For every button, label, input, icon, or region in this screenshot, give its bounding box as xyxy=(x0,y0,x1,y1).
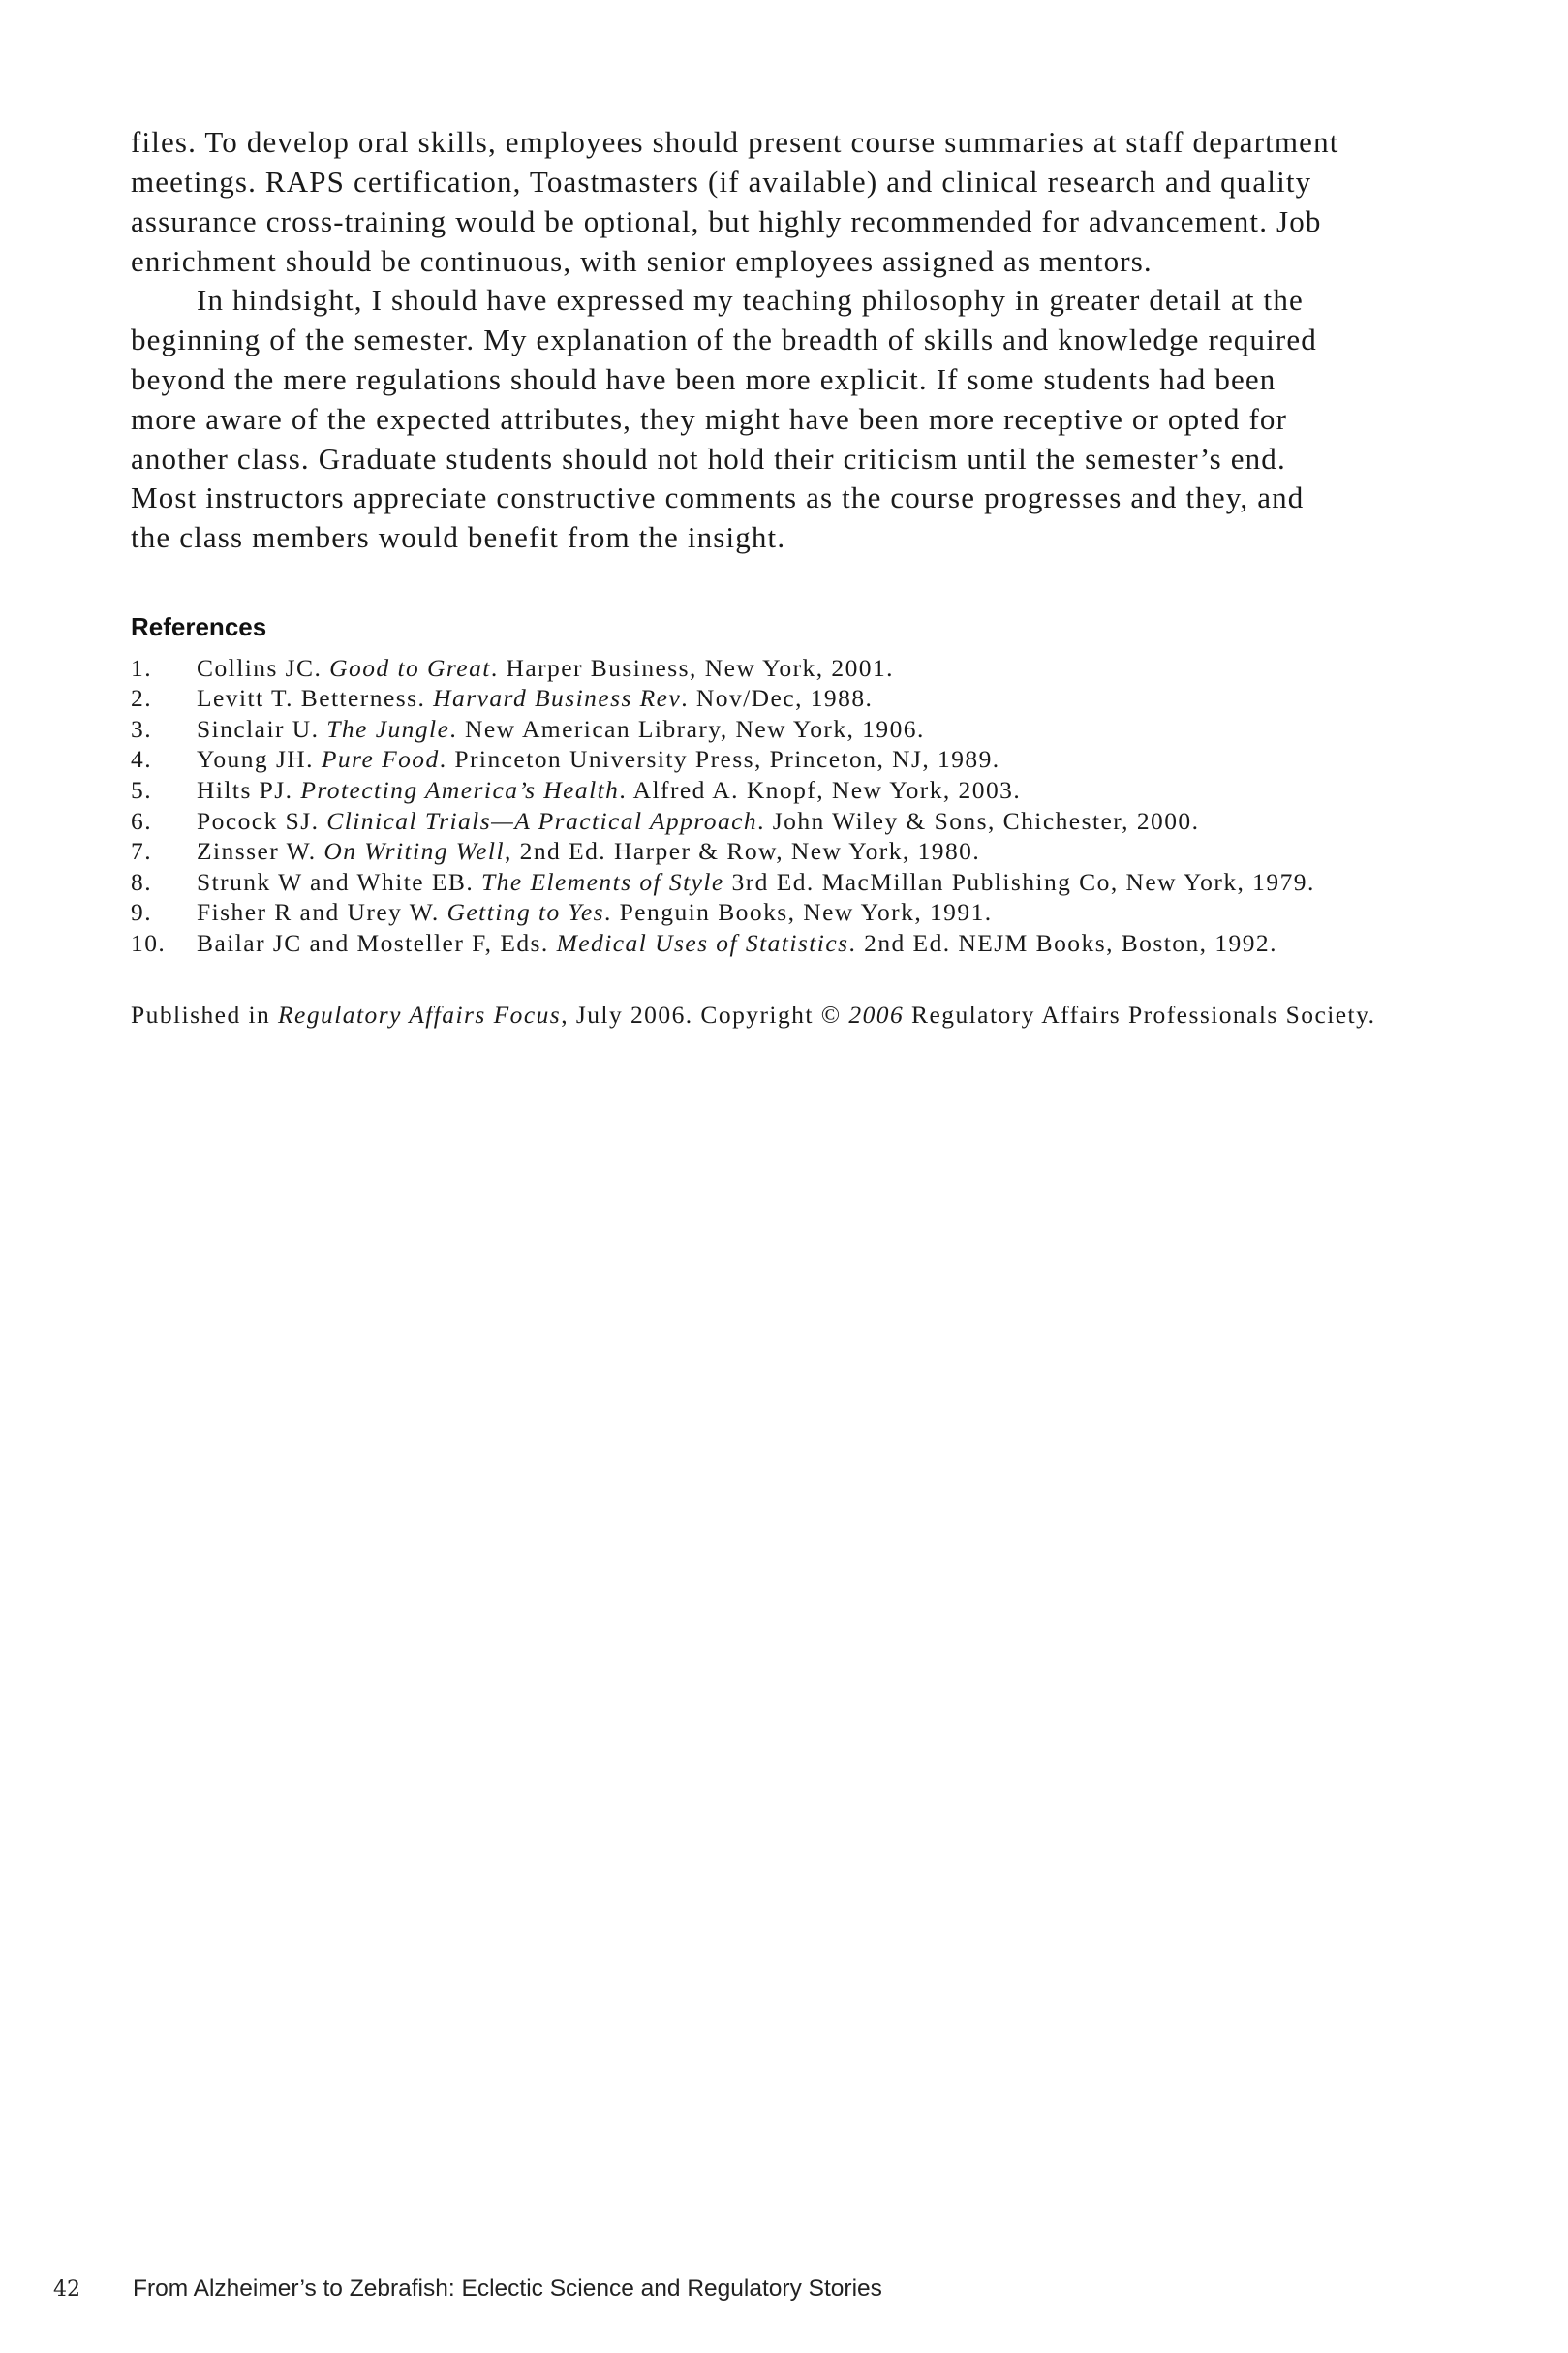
reference-author: Young JH. xyxy=(197,745,322,773)
body-line: assurance cross-training would be optional, but highly recommended for advancement. Job xyxy=(131,204,1322,238)
reference-title: Medical Uses of Statistics xyxy=(556,929,849,957)
reference-author: Levitt T. Betterness. xyxy=(197,684,434,712)
reference-author: Strunk W and White EB. xyxy=(197,868,482,896)
reference-number: 8. xyxy=(131,868,153,896)
reference-number: 5. xyxy=(131,776,153,804)
references-heading: References xyxy=(131,612,267,641)
publication-date: , July 2006. Copyright © xyxy=(561,1001,849,1029)
reference-source: 3rd Ed. MacMillan Publishing Co, New York, 1979. xyxy=(723,868,1315,896)
reference-source: . New American Library, New York, 1906. xyxy=(449,715,925,743)
journal-name: Regulatory Affairs Focus xyxy=(278,1001,562,1029)
reference-number: 7. xyxy=(131,837,153,865)
body-line: meetings. RAPS certification, Toastmasters (if available) and clinical research and quality xyxy=(131,165,1312,199)
copyright-year: 2006 xyxy=(848,1001,905,1029)
reference-source: , 2nd Ed. Harper & Row, New York, 1980. xyxy=(505,837,981,865)
copyright-holder: Regulatory Affairs Professionals Society. xyxy=(904,1001,1376,1029)
reference-title: Pure Food xyxy=(321,745,440,773)
reference-source: . 2nd Ed. NEJM Books, Boston, 1992. xyxy=(848,929,1277,957)
reference-author: Pocock SJ. xyxy=(197,807,327,835)
body-line: the class members would benefit from the insight. xyxy=(131,520,786,554)
publication-note xyxy=(131,1003,1375,1028)
reference-title: Harvard Business Rev xyxy=(433,684,682,712)
reference-source: . Harper Business, New York, 2001. xyxy=(490,654,895,682)
reference-author: Hilts PJ. xyxy=(197,776,301,804)
reference-author: Bailar JC and Mosteller F, Eds. xyxy=(197,929,557,957)
body-line: enrichment should be continuous, with senior employees assigned as mentors. xyxy=(131,244,1153,278)
reference-title: The Jungle xyxy=(326,715,450,743)
reference-source: . Alfred A. Knopf, New York, 2003. xyxy=(619,776,1022,804)
page-number: 42 xyxy=(53,2277,80,2302)
reference-author: Fisher R and Urey W. xyxy=(197,898,447,926)
reference-source: . Princeton University Press, Princeton, NJ, 1989. xyxy=(439,745,1000,773)
reference-number: 2. xyxy=(131,684,153,712)
reference-title: The Elements of Style xyxy=(481,868,724,896)
body-line: beginning of the semester. My explanation of the breadth of skills and knowledge required xyxy=(131,323,1317,356)
body-line: files. To develop oral skills, employees should present course summaries at staff department xyxy=(131,125,1339,159)
reference-title: On Writing Well xyxy=(323,837,505,865)
reference-title: Getting to Yes xyxy=(446,898,604,926)
reference-title: Protecting America’s Health xyxy=(300,776,620,804)
reference-title: Clinical Trials—A Practical Approach xyxy=(326,807,758,835)
reference-number: 4. xyxy=(131,745,153,773)
reference-author: Collins JC. xyxy=(197,654,330,682)
body-line: more aware of the expected attributes, they might have been more receptive or opted for xyxy=(131,402,1288,436)
body-line: beyond the mere regulations should have been more explicit. If some students had been xyxy=(131,362,1276,396)
body-line: Most instructors appreciate constructive comments as the course progresses and they, and xyxy=(131,480,1305,514)
publication-prefix: Published in xyxy=(131,1001,279,1029)
reference-source: . Penguin Books, New York, 1991. xyxy=(604,898,993,926)
reference-author: Zinsser W. xyxy=(197,837,324,865)
reference-number: 1. xyxy=(131,654,153,682)
reference-source: . Nov/Dec, 1988. xyxy=(681,684,874,712)
body-line-indented: In hindsight, I should have expressed my teaching philosophy in greater detail at the xyxy=(197,283,1304,317)
reference-author: Sinclair U. xyxy=(197,715,327,743)
body-line: another class. Graduate students should not hold their criticism until the semester’s end. xyxy=(131,442,1286,476)
reference-number: 10. xyxy=(131,929,167,957)
reference-source: . John Wiley & Sons, Chichester, 2000. xyxy=(757,807,1200,835)
reference-title: Good to Great xyxy=(329,654,491,682)
reference-number: 6. xyxy=(131,807,153,835)
running-footer-title: From Alzheimer’s to Zebrafish: Eclectic Science and Regulatory Stories xyxy=(133,2276,882,2302)
reference-number: 9. xyxy=(131,898,153,926)
reference-number: 3. xyxy=(131,715,153,743)
